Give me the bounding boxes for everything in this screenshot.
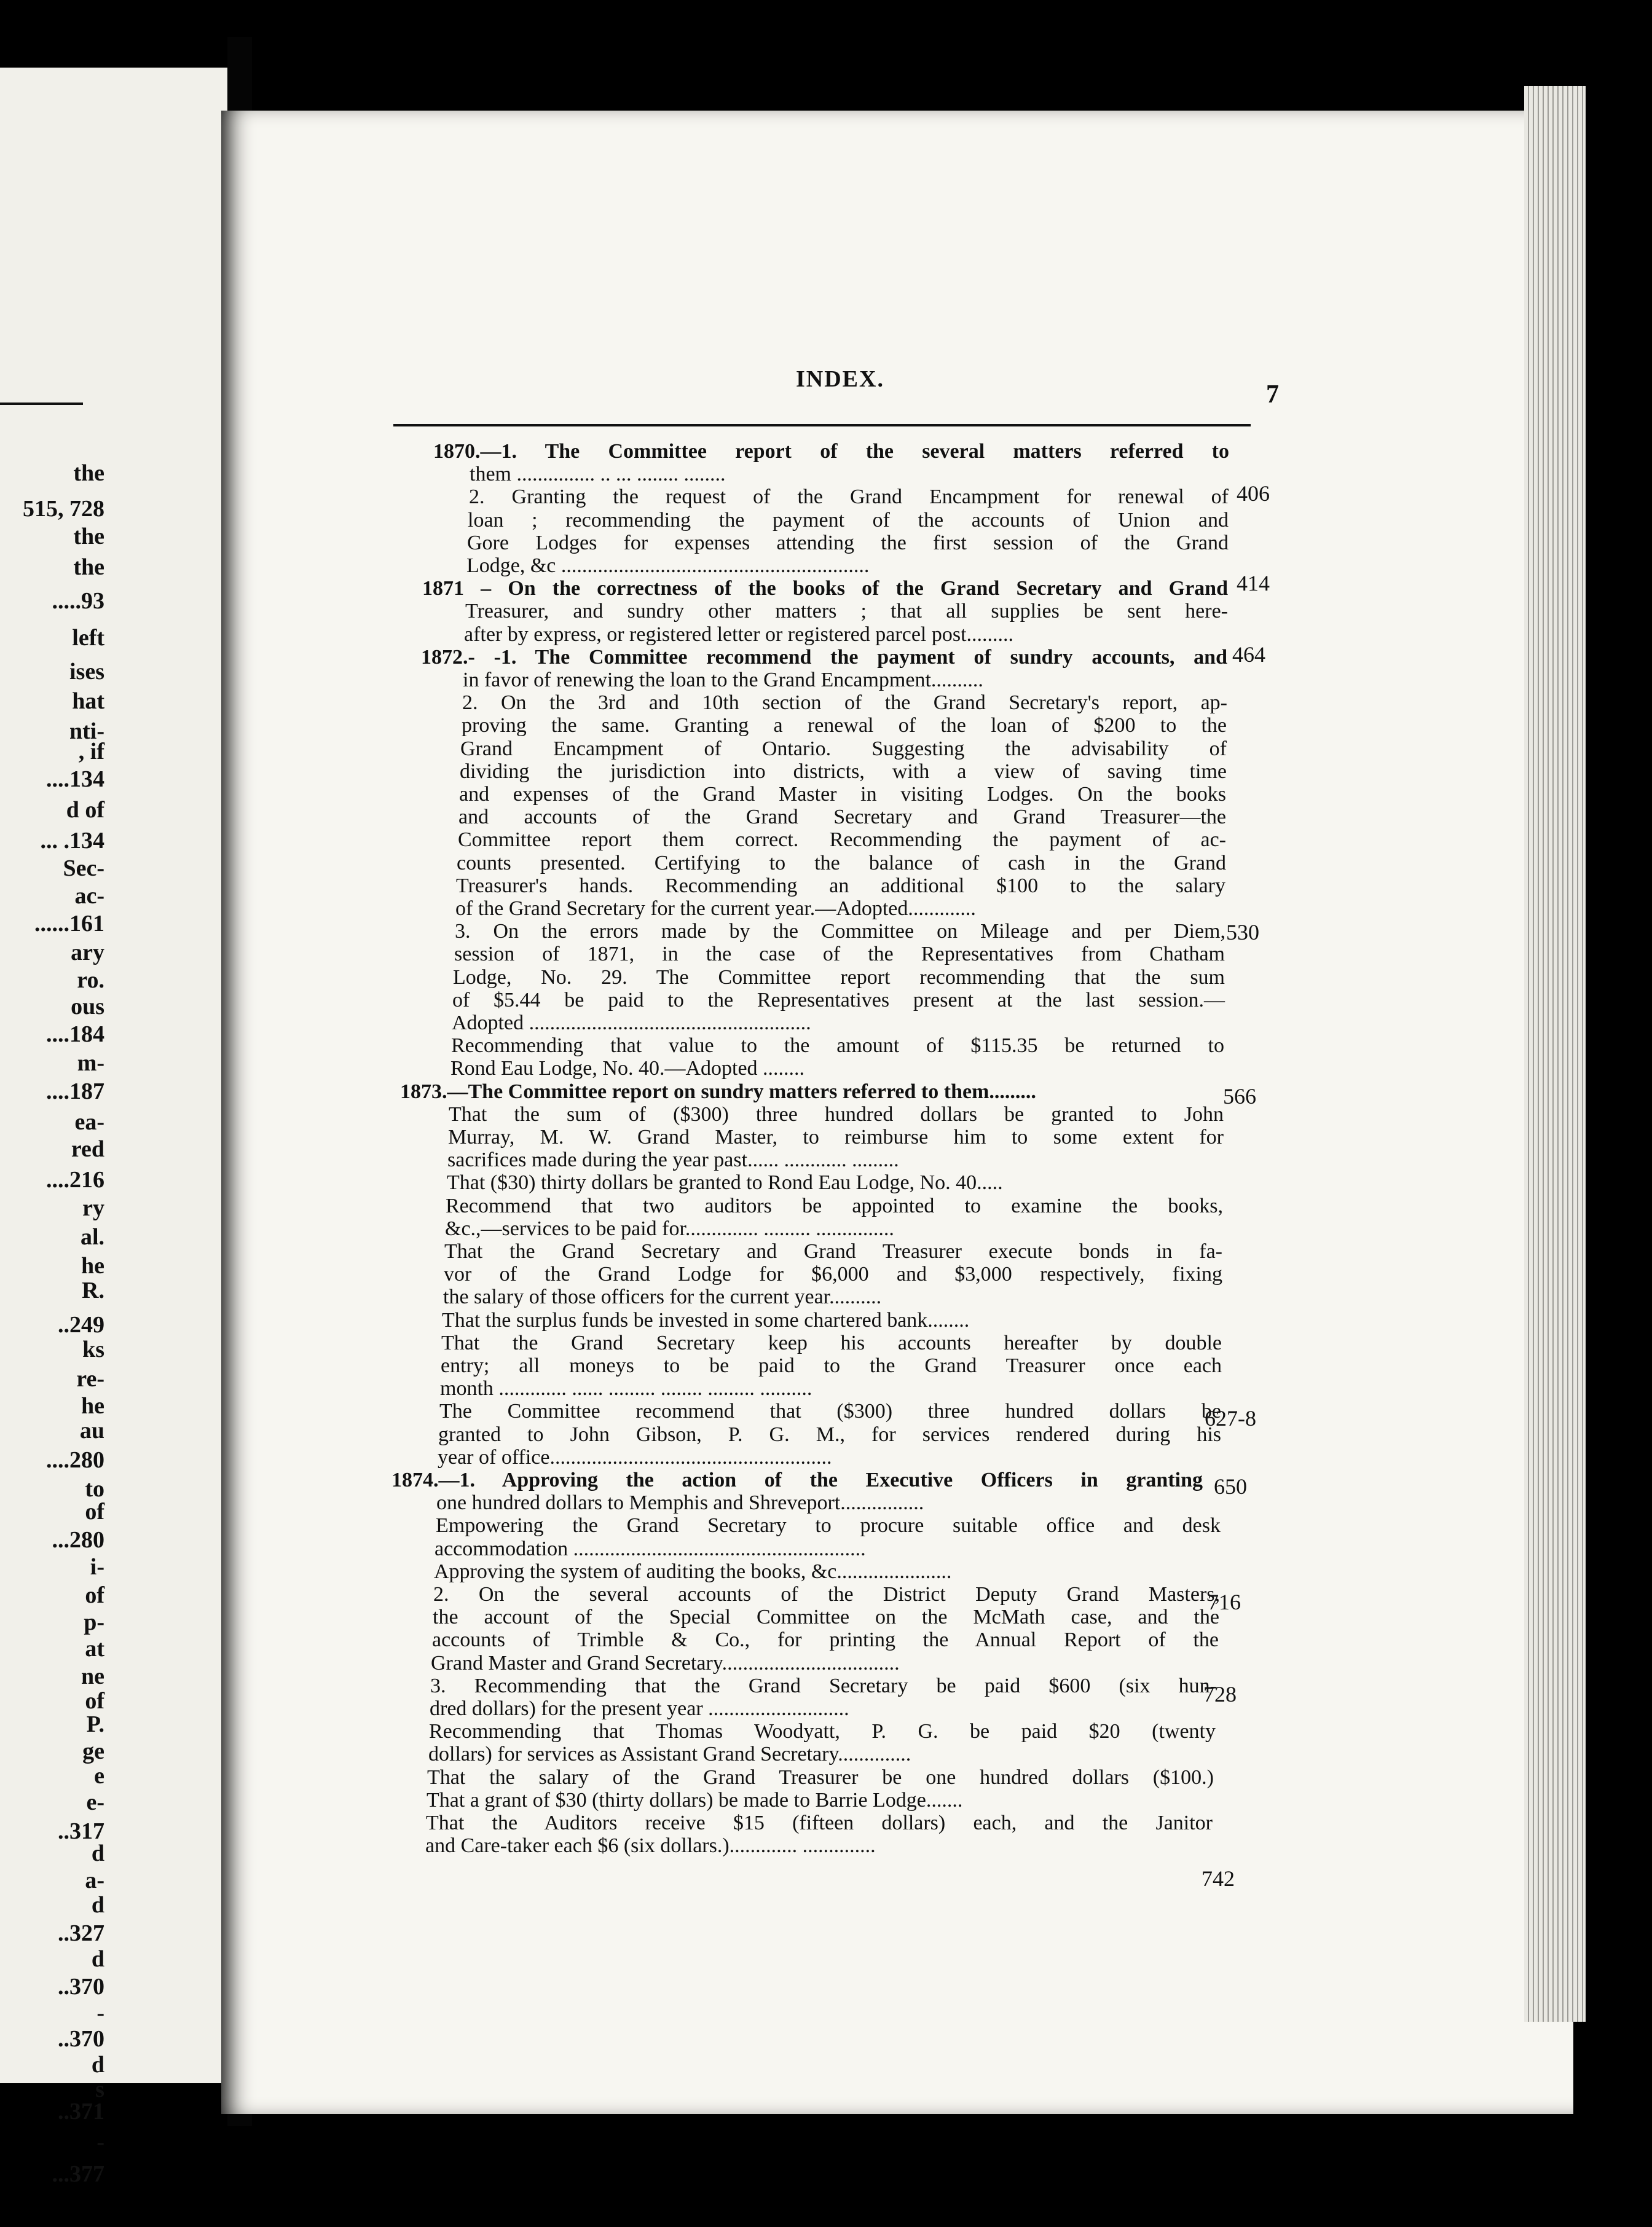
- index-entry-line: 1871 – On the correctness of the books of the Grand Secretary and Grand: [422, 577, 1228, 600]
- left-page-fragment: the: [73, 460, 104, 486]
- index-entry-line: 3. On the errors made by the Committee on Mileage and per Diem,: [455, 920, 1225, 943]
- index-entry-line: 1872.- -1. The Committee recommend the payment of sundry accounts, and: [421, 646, 1227, 669]
- left-page-fragment: the: [73, 554, 104, 580]
- left-page-fragment: ......161: [34, 911, 104, 937]
- index-entry-line: entry; all moneys to be paid to the Grand Treasurer once each: [441, 1354, 1222, 1377]
- left-page-fragment: ... .134: [40, 828, 104, 854]
- left-page-fragment: ises: [69, 659, 104, 685]
- page-reference: 716: [1208, 1590, 1241, 1614]
- left-page-rule: [0, 403, 83, 405]
- index-entry-line: That ($30) thirty dollars be granted to Rond Eau Lodge, No. 40.....: [447, 1171, 1003, 1194]
- left-page-fragment: P.: [86, 1711, 104, 1737]
- index-entry-line: month ............. ...... ......... ........ ......... ..........: [440, 1377, 812, 1400]
- index-entry-line: Treasurer's hands. Recommending an additional $100 to the salary: [456, 874, 1225, 897]
- index-entry-line: session of 1871, in the case of the Representatives from Chatham: [454, 943, 1225, 965]
- left-page-fragment: ..370: [58, 1974, 104, 2000]
- left-page-fragment: ..249: [58, 1312, 104, 1338]
- left-page-fragment: he: [81, 1253, 104, 1279]
- left-page-fragment: d: [91, 1840, 104, 1866]
- page-reference: 627-8: [1205, 1406, 1256, 1431]
- index-entry-line: and expenses of the Grand Master in visiting Lodges. On the books: [459, 783, 1226, 806]
- index-entry-line: of $5.44 be paid to the Representatives present at the last session.—: [452, 989, 1225, 1011]
- left-page-fragment: ....280: [46, 1447, 104, 1473]
- index-entry-line: in favor of renewing the loan to the Grand Encampment..........: [463, 669, 983, 691]
- index-entry-line: counts presented. Certifying to the balance of cash in the Grand: [457, 852, 1226, 874]
- left-page-fragment: a-: [85, 1868, 104, 1893]
- left-page-fragment: of: [85, 1688, 104, 1714]
- index-entry-line: the account of the Special Committee on the McMath case, and the: [433, 1606, 1219, 1628]
- left-page-fragment: -: [96, 2000, 104, 2026]
- left-page-fragment: at: [85, 1636, 104, 1662]
- index-entry-line: 3. Recommending that the Grand Secretary be paid $600 (six hun-: [430, 1675, 1217, 1697]
- page-reference: 650: [1214, 1474, 1247, 1499]
- left-page-fragment: ...280: [52, 1527, 104, 1553]
- left-page-fragment: ..371: [58, 2099, 104, 2124]
- left-page-fragment: ..370: [58, 2026, 104, 2052]
- index-entry-line: Lodge, No. 29. The Committee report recommending that the sum: [453, 966, 1225, 989]
- index-entry-line: loan ; recommending the payment of the accounts of Union and: [468, 509, 1229, 532]
- left-page-fragment: re-: [76, 1366, 104, 1392]
- left-page-fragment: d: [91, 1892, 104, 1918]
- left-page-fragment: ary: [71, 940, 104, 965]
- index-entry-line: dollars) for services as Assistant Grand Secretary..............: [428, 1743, 911, 1765]
- index-entry-line: of the Grand Secretary for the current year.—Adopted.............: [455, 897, 976, 920]
- left-page-fragment: ....134: [46, 766, 104, 792]
- index-entry-line: That the surplus funds be invested in some chartered bank........: [442, 1309, 970, 1332]
- index-entry-line: sacrifices made during the year past...... ............ .........: [447, 1149, 899, 1171]
- index-entry-line: Treasurer, and sundry other matters ; that all supplies be sent here-: [465, 600, 1228, 623]
- index-entry-line: 2. On the several accounts of the District Deputy Grand Masters,: [433, 1583, 1220, 1606]
- index-entry-line: Committee report them correct. Recommending the payment of ac-: [458, 828, 1226, 851]
- left-page-fragment: ks: [82, 1337, 104, 1362]
- left-page-fragment: ac-: [74, 883, 104, 909]
- index-entry-line: vor of the Grand Lodge for $6,000 and $3,000 respectively, fixing: [444, 1263, 1222, 1286]
- index-entry-line: That the Auditors receive $15 (fifteen dollars) each, and the Janitor: [426, 1812, 1213, 1834]
- left-page-fragment: d: [91, 1946, 104, 1972]
- index-entry-line: Grand Master and Grand Secretary..................................: [431, 1652, 900, 1675]
- left-page-fragment: ne: [81, 1663, 104, 1689]
- index-entry-line: dred dollars) for the present year ...........................: [430, 1697, 849, 1720]
- index-entry-line: 1874.—1. Approving the action of the Executive Officers in granting: [391, 1469, 1203, 1491]
- index-entry-line: them ............... .. ... ........ ........: [470, 463, 726, 485]
- index-entry-line: Empowering the Grand Secretary to procure suitable office and desk: [436, 1514, 1221, 1537]
- index-entry-line: and accounts of the Grand Secretary and Grand Treasurer—the: [458, 806, 1226, 828]
- left-page-fragment: of: [85, 1582, 104, 1608]
- left-page-fragment: .....93: [52, 588, 104, 614]
- left-page-fragment: the: [73, 524, 104, 549]
- index-entry-line: and Care-taker each $6 (six dollars.)............. ..............: [425, 1834, 876, 1857]
- index-entry-line: That the Grand Secretary keep his accounts hereafter by double: [441, 1332, 1222, 1354]
- left-page-fragment: e-: [86, 1789, 104, 1815]
- index-entry-line: &c.,—services to be paid for.............. ......... ...............: [445, 1217, 894, 1240]
- page-reference: 728: [1203, 1682, 1237, 1707]
- index-entry-line: the salary of those officers for the current year..........: [443, 1286, 882, 1308]
- index-entry-line: The Committee recommend that ($300) three hundred dollars be: [439, 1400, 1221, 1423]
- left-page-fragment: hat: [72, 688, 104, 714]
- left-page-fragment: left: [72, 625, 104, 651]
- index-entry-line: accounts of Trimble & Co., for printing the Annual Report of the: [432, 1628, 1219, 1651]
- page-reference: 530: [1226, 920, 1259, 945]
- index-entry-line: year of office......................................................: [438, 1446, 832, 1469]
- index-entry-line: Recommending that Thomas Woodyatt, P. G. be paid $20 (twenty: [429, 1720, 1216, 1743]
- left-page-fragment: ..327: [58, 1920, 104, 1946]
- left-page-fragment: ea-: [74, 1109, 104, 1135]
- left-page-fragment: ous: [71, 994, 104, 1019]
- index-entry-line: Adopted ......................................................: [452, 1011, 811, 1034]
- index-entry-line: Recommending that value to the amount of $115.35 be returned to: [451, 1034, 1224, 1057]
- index-entry-line: Approving the system of auditing the books, &c......................: [434, 1560, 952, 1583]
- left-page-fragment: p-: [84, 1609, 104, 1635]
- page-reference: 406: [1237, 481, 1270, 506]
- left-page-fragment: ....187: [46, 1078, 104, 1104]
- index-entry-line: 2. On the 3rd and 10th section of the Grand Secretary's report, ap-: [462, 691, 1227, 714]
- left-page-fragment: of: [85, 1499, 104, 1525]
- index-entry-line: That the sum of ($300) three hundred dollars be granted to John: [449, 1103, 1224, 1126]
- left-page-fragment: to: [85, 1476, 104, 1502]
- left-page-fragment: ro.: [77, 967, 104, 993]
- page-number: 7: [1266, 380, 1279, 409]
- left-page-fragment: d: [91, 2052, 104, 2078]
- left-page-fragment: , if: [78, 739, 104, 764]
- index-entry-line: That a grant of $30 (thirty dollars) be made to Barrie Lodge.......: [427, 1789, 963, 1812]
- left-page-fragment: d of: [66, 797, 104, 823]
- left-page-fragment: red: [71, 1136, 104, 1162]
- left-page-fragment: ....216: [46, 1167, 104, 1193]
- index-entry-line: dividing the jurisdiction into districts, with a view of saving time: [460, 760, 1227, 783]
- index-entry-line: Lodge, &c ...........................................................: [466, 554, 870, 577]
- left-page-fragment: he: [81, 1393, 104, 1419]
- index-entry-line: That the salary of the Grand Treasurer be one hundred dollars ($100.): [427, 1766, 1214, 1789]
- left-page-fragment: m-: [77, 1050, 104, 1076]
- page-reference: 464: [1232, 642, 1265, 667]
- page-title: INDEX.: [796, 366, 884, 392]
- facing-page-left: [0, 68, 227, 2187]
- left-page-fragment: al.: [80, 1224, 104, 1250]
- index-entry-line: Recommend that two auditors be appointed to examine the books,: [446, 1195, 1223, 1217]
- index-entry-line: granted to John Gibson, P. G. M., for services rendered during his: [438, 1423, 1221, 1446]
- left-page-fragment: ry: [82, 1195, 104, 1221]
- index-entry-line: Rond Eau Lodge, No. 40.—Adopted ........: [450, 1057, 805, 1080]
- left-page-fragment: -: [96, 2129, 104, 2155]
- left-page-fragment: ....184: [46, 1021, 104, 1047]
- left-page-fragment: ..317: [58, 1818, 104, 1844]
- left-page-fragment: ...377: [52, 2161, 104, 2187]
- left-page-fragment: e: [94, 1763, 104, 1789]
- index-entry-line: after by express, or registered letter or registered parcel post.........: [464, 623, 1014, 646]
- left-page-fragment: nti-: [69, 718, 104, 744]
- index-entry-line: Gore Lodges for expenses attending the first session of the Grand: [467, 532, 1229, 554]
- header-rule: [393, 424, 1251, 426]
- index-entry-line: That the Grand Secretary and Grand Treasurer execute bonds in fa-: [444, 1240, 1222, 1263]
- index-entry-line: accommodation ........................................................: [435, 1538, 866, 1560]
- left-page-fragment: s: [95, 2076, 104, 2102]
- left-page-fragment: 515, 728: [23, 496, 104, 522]
- page-reference: 414: [1237, 571, 1270, 595]
- index-entry-line: 1870.—1. The Committee report of the several matters referred to: [433, 440, 1229, 463]
- left-page-fragment: R.: [82, 1278, 104, 1303]
- page-reference: 742: [1202, 1866, 1235, 1891]
- index-entry-line: 1873.—The Committee report on sundry matters referred to them.........: [400, 1080, 1036, 1103]
- left-page-fragment: au: [79, 1418, 104, 1443]
- index-entry-line: one hundred dollars to Memphis and Shreveport................: [436, 1491, 924, 1514]
- index-entry-line: proving the same. Granting a renewal of the loan of $200 to the: [462, 714, 1227, 737]
- page-edges: [1524, 86, 1586, 2022]
- index-entry-line: 2. Granting the request of the Grand Encampment for renewal of: [469, 485, 1229, 508]
- left-page-fragment: i-: [90, 1554, 104, 1580]
- page-reference: 566: [1223, 1084, 1256, 1109]
- left-page-fragment: Sec-: [63, 855, 104, 881]
- index-entry-line: Grand Encampment of Ontario. Suggesting the advisability of: [460, 737, 1227, 760]
- index-entry-line: Murray, M. W. Grand Master, to reimburse him to some extent for: [448, 1126, 1224, 1149]
- left-page-fragment: ge: [82, 1738, 104, 1764]
